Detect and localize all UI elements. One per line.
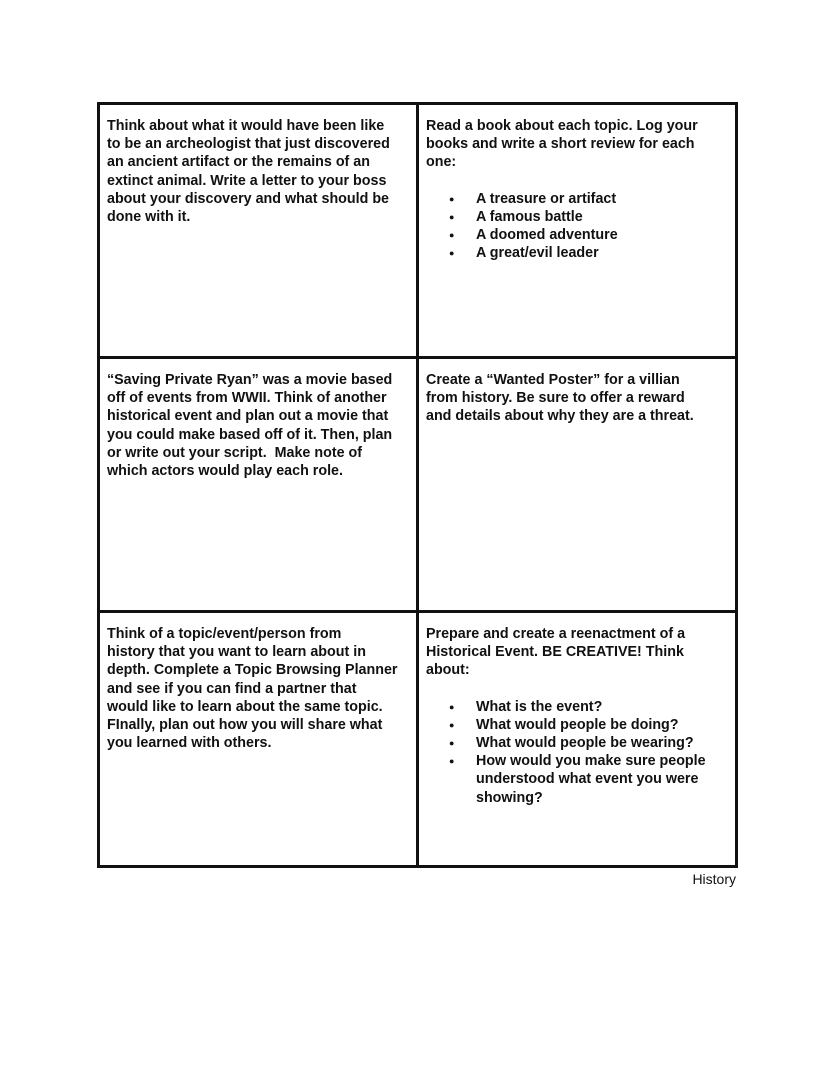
page-footer-label: History bbox=[692, 871, 736, 887]
list-item: ● How would you make sure people understood what event you were showing? bbox=[476, 752, 729, 807]
cell-text: Think of a topic/event/person from history that you want to learn about in depth. Complete a Topic Browsing Planner and see if you can find a partner that would like to learn about the same topic. FInally, plan out how you will share what you learned with others. bbox=[107, 626, 398, 752]
activity-cell-archeologist-letter bbox=[100, 105, 419, 359]
activity-cell-book-reviews bbox=[419, 105, 735, 359]
bullet-list bbox=[426, 698, 729, 807]
list-item: ● A doomed adventure bbox=[476, 226, 729, 244]
activity-cell-reenactment bbox=[419, 613, 735, 865]
list-item: ● A famous battle bbox=[476, 208, 729, 226]
list-item: ● A great/evil leader bbox=[476, 244, 729, 262]
cell-text: Create a “Wanted Poster” for a villian from history. Be sure to offer a reward and details about why they are a threat. bbox=[426, 372, 694, 425]
cell-text: Prepare and create a reenactment of a Historical Event. BE CREATIVE! Think about: bbox=[426, 626, 686, 679]
list-item: ● A treasure or artifact bbox=[476, 190, 729, 208]
activity-grid bbox=[97, 102, 738, 868]
cell-text: Think about what it would have been like to be an archeologist that just discovered an ancient artifact or the remains of an extinct animal. Write a letter to your boss about your discovery and what should be done with it. bbox=[107, 118, 390, 226]
bullet-list bbox=[426, 190, 729, 263]
activity-cell-topic-planner bbox=[100, 613, 419, 865]
cell-text: Read a book about each topic. Log your books and write a short review for each one: bbox=[426, 118, 698, 171]
activity-cell-wanted-poster bbox=[419, 359, 735, 613]
cell-text: “Saving Private Ryan” was a movie based off of events from WWII. Think of another historical event and plan out a movie that you could make based off of it. Then, plan or write out your script. Make note of which actors would play each role. bbox=[107, 372, 393, 480]
list-item: ● What would people be wearing? bbox=[476, 734, 729, 752]
activity-cell-movie-plan bbox=[100, 359, 419, 613]
list-item: ● What is the event? bbox=[476, 698, 729, 716]
list-item: ● What would people be doing? bbox=[476, 716, 729, 734]
